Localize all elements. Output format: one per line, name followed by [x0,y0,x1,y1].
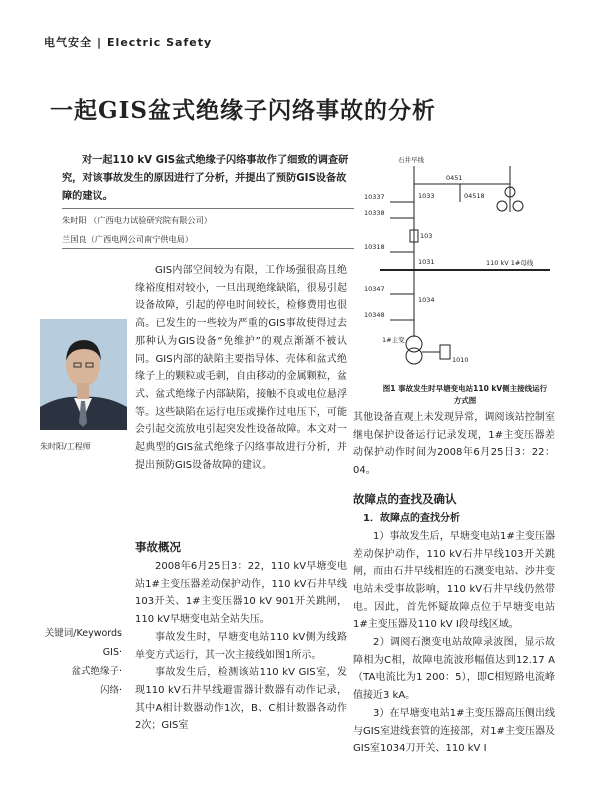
label-10337: 10337 [364,193,385,201]
wiring-diagram [360,152,560,380]
label-10347: 10347 [364,285,385,293]
intro-paragraph-block [135,262,347,474]
author-rule-top [62,208,354,209]
abstract: 对一起110 kV GIS盆式绝缘子闪络事故作了细致的调查研究，对该事故发生的原因进行了分析，并提出了预防GIS设备故障的建议。 [62,155,349,202]
paragraph-accident-3: 事故发生后，检测该站110 kV GIS室，发现110 kV石井早线避雷器计数器有动作记录，其中A相计数器动作1次，B、C相计数器各动作2次；GIS室 [135,667,347,732]
keywords [44,624,122,700]
heading-accident-overview: 事故概况 [135,540,181,554]
label-bus: 110 kV 1#母线 [486,259,534,267]
label-transformer: 1#主变 [382,336,405,344]
label-04518: 04518 [464,192,485,200]
photo-caption: 朱时阳/工程师 [40,442,91,451]
paragraph-right-1: 1）事故发生后，早塘变电站1#主变压器差动保护动作，110 kV石井早线103开关跳闸，而由石井早线相连的石澳变电站、沙井变电站未受事故影响，110 kV石井早线仍然带电。因此，首先怀疑故障点位于早塘变电站1#主变压器及110 kV I段母线区域。 [353,530,555,631]
right-column [353,409,555,758]
paragraph-accident-1: 2008年6月25日3：22，110 kV早塘变电站1#主变压器差动保护动作，110 kV石井早线103开关、1#主变压器10 kV 901开关跳闸，110 kV早塘变电站全站失压。 [135,561,347,626]
section-cn: 电气安全 [44,36,92,49]
figure-caption: 图1 事故发生时早塘变电站110 kV侧主接线运行方式图 [382,384,548,405]
section-header [44,34,212,50]
subheading-fault-analysis: 1．故障点的查找分析 [363,512,460,524]
heading-fault-search: 故障点的查找及确认 [353,491,457,506]
label-line-top: 石井早线 [398,156,424,164]
keywords-label: 关键词/Keywords [44,628,122,639]
keyword-3: 闪络· [99,685,122,696]
article-title: 一起GIS盆式绝缘子闪络事故的分析 [50,97,437,124]
author-2: 兰国良（广西电网公司南宁供电局） [62,234,194,244]
label-10318: 10318 [364,243,385,251]
label-1010: 1010 [452,356,469,364]
keyword-2: 盆式绝缘子· [71,666,122,677]
author-photo [40,319,127,430]
label-1031: 1031 [418,258,435,266]
label-10348: 10348 [364,311,385,319]
section-en: Electric Safety [107,36,213,49]
paragraph-accident-2: 事故发生时，早塘变电站110 kV侧为线路单变方式运行，其一次主接线如图1所示。 [135,631,347,661]
author-1: 朱时阳 （广西电力试验研究院有限公司） [62,215,212,225]
paragraph-right-0: 其他设备直观上未发现异常，调阅该站控制室继电保护设备运行记录发现，1#主变压器差动保护动作时间为2008年6月25日3：22：04。 [353,412,555,477]
intro-paragraph: GIS内部空间较为有限，工作场强很高且绝缘裕度相对较小，一旦出现绝缘缺陷，很易引起设备故障，引起的停电时间较长，检修费用也很高。已发生的一些较为严重的GIS事故使得过去那种认为GIS设备“免维护”的观点渐渐不被认同。GIS内部的缺陷主要指导体、壳体和盆式绝缘子上的颗粒或毛刺，自由移动的金属颗粒，盆式、盆式绝缘子内部缺陷，接触不良或电位悬浮等。这些缺陷在运行电压或操作过电压下，可能会引起交流放电引起突发性设备故障。本文对一起典型的GIS盆式绝缘子闪络事故进行分析，并提出预防GIS设备故障的建议。 [135,265,347,471]
left-column [135,536,347,735]
keyword-1: GIS· [102,647,122,658]
paragraph-right-2: 2）调阅石澳变电站故障录波图，显示故障相为C相，故障电流波形幅值达到12.17 A（TA电流比为1 200：5），即C相短路电流峰值接近3 kA。 [353,637,555,702]
author-rule-bottom [62,248,354,249]
header-separator: | [97,36,103,49]
label-10338: 10338 [364,209,385,217]
paragraph-right-3: 3）在早塘变电站1#主变压器高压侧出线与GIS室进线套管的连接部，对1#主变压器及GIS室1034刀开关、110 kV I [353,707,555,755]
portrait-image [40,319,127,430]
label-1033: 1033 [418,192,435,200]
label-0451: 0451 [446,174,463,182]
label-1034: 1034 [418,296,435,304]
label-103: 103 [420,232,433,240]
